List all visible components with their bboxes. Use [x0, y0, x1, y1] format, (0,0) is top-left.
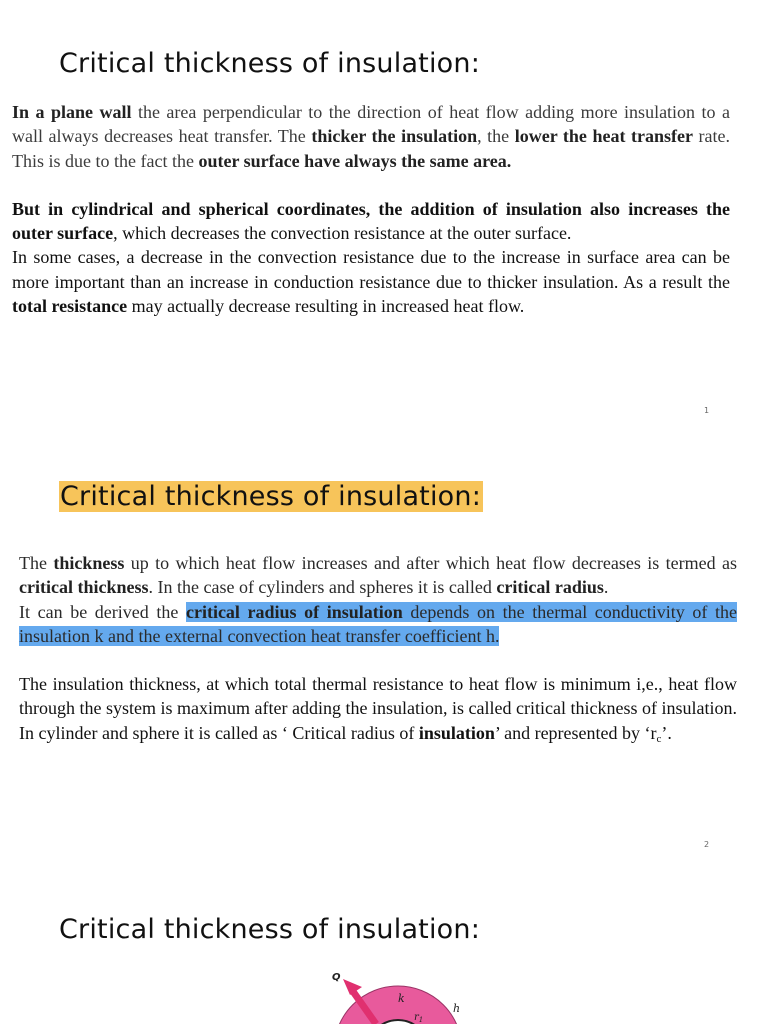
paragraph: But in cylindrical and spherical coordinates, the addition of insulation also increases the outer surface, which decreases the convection resistance at the outer surface.	[12, 198, 730, 244]
label-k: k	[398, 992, 405, 1005]
slide-title: Critical thickness of insulation:	[59, 48, 480, 79]
paragraph: The insulation thickness, at which total thermal resistance to heat flow is minimum i,e., heat flow through the system is maximum after adding the insulation, is called critical thickness of insulation. In cylinder and sphere it is called as ‘ Critical radius of insulation’ and represented by ‘$r_c$’.	[19, 674, 737, 745]
paragraph: In a plane wall the area perpendicular to the direction of heat flow adding more insulation to a wall always decreases heat transfer. The thicker the insulation, the lower the heat transfer rate. This is due to the fact the outer surface have always the same area.	[12, 102, 731, 171]
label-r1: $r_1$	[414, 1012, 424, 1024]
heat-flow-arrowhead	[343, 979, 362, 995]
highlighted-text: critical radius of insulation depends on the thermal conductivity of the insulation k and the external convection heat transfer coefficient h.	[19, 601, 737, 646]
paragraph: The thickness up to which heat flow increases and after which heat flow decreases is termed as critical thickness. In the case of cylinders and spheres it is called critical radius.	[19, 553, 737, 598]
page-number: 2	[704, 840, 710, 849]
slide-title: Critical thickness of insulation:	[59, 914, 480, 945]
highlighted-title: Critical thickness of insulation:	[60, 481, 481, 512]
page-number: 1	[704, 406, 710, 415]
label-h: h	[453, 1002, 461, 1015]
paragraph: It can be derived the critical radius of insulation depends on the thermal conductivity of the insulation k and the external convection heat transfer coefficient h.	[19, 601, 737, 646]
label-q: Q	[332, 972, 341, 983]
paragraph: In some cases, a decrease in the convection resistance due to the increase in surface area can be more important than an increase in conduction resistance due to thicker insulation. As a result the total resistance may actually decrease resulting in increased heat flow.	[12, 247, 730, 317]
